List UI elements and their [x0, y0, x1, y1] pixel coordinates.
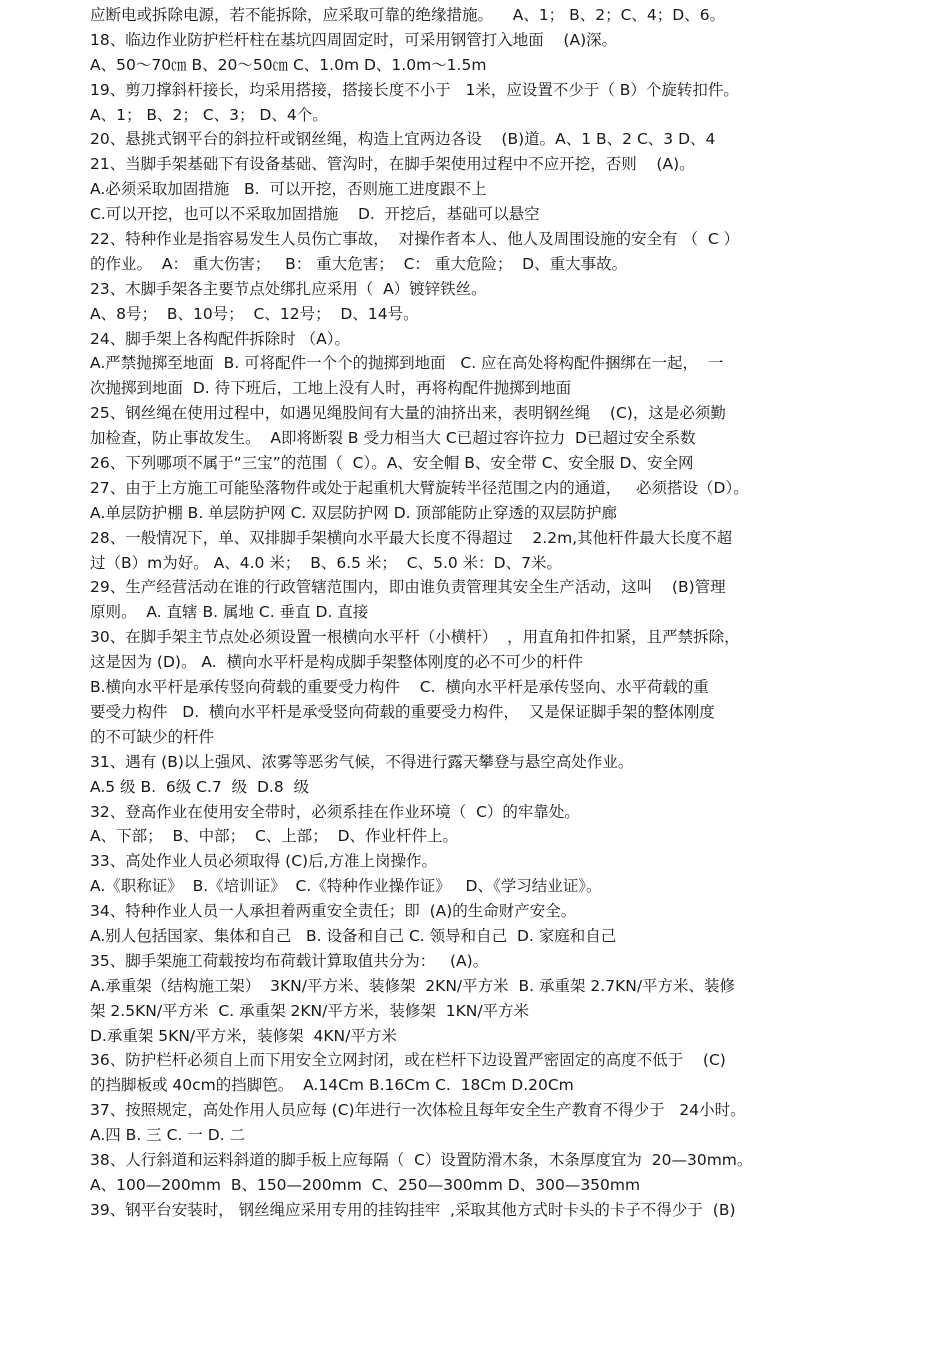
- text-line: 25、钢丝绳在使用过程中，如遇见绳股间有大量的油挤出来，表明钢丝绳 (C)，这是必须勤: [90, 404, 726, 423]
- text-line: 36、防护栏杆必须自上而下用安全立网封闭，或在栏杆下边设置严密固定的高度不低于 (C): [90, 1051, 726, 1070]
- text-line: A.《职称证》 B.《培训证》 C.《特种作业操作证》 D、《学习结业证》。: [90, 877, 602, 896]
- text-line: 要受力构件 D. 横向水平杆是承受竖向荷载的重要受力构件， 又是保证脚手架的整体刚度: [90, 702, 715, 721]
- text-line: 的不可缺少的杆件: [90, 727, 215, 746]
- text-line: A.承重架（结构施工架） 3KN/平方米、装修架 2KN/平方米 B. 承重架 2.7KN/平方米、装修: [90, 976, 736, 995]
- text-line: D.承重架 5KN/平方米，装修架 4KN/平方米: [90, 1026, 397, 1045]
- text-line: A.四 B. 三 C. 一 D. 二: [90, 1126, 245, 1145]
- text-line: 26、下列哪项不属于“三宝”的范围（ C）。A、安全帽 B、安全带 C、安全服 D、安全网: [90, 454, 694, 473]
- text-line: 31、遇有 (B)以上强风、浓雾等恶劣气候，不得进行露天攀登与悬空高处作业。: [90, 752, 634, 771]
- text-line: 38、人行斜道和运料斜道的脚手板上应每隔（ C）设置防滑木条，木条厚度宜为 20—30mm。: [90, 1150, 753, 1169]
- text-line: A、下部； B、中部； C、上部； D、作业杆件上。: [90, 827, 459, 846]
- text-line: 19、剪刀撑斜杆接长，均采用搭接，搭接长度不小于 1米，应设置不少于（ B）个旋转扣件。: [90, 80, 739, 99]
- text-line: 的作业。 A： 重大伤害； B： 重大危害； C： 重大危险； D、重大事故。: [90, 254, 628, 273]
- text-line: 这是因为 (D)。 A. 横向水平杆是构成脚手架整体刚度的必不可少的杆件: [90, 653, 583, 672]
- text-line: 24、脚手架上各构配件拆除时 （A）。: [90, 329, 351, 348]
- text-line: A.别人包括国家、集体和自己 B. 设备和自己 C. 领导和自己 D. 家庭和自己: [90, 926, 617, 945]
- text-line: 37、按照规定，高处作用人员应每 (C)年进行一次体检且每年安全生产教育不得少于 24小时。: [90, 1101, 746, 1120]
- text-line: 22、特种作业是指容易发生人员伤亡事故， 对操作者本人、他人及周围设施的安全有 （ C ）: [90, 230, 740, 249]
- text-line: A.必须采取加固措施 B. 可以开挖，否则施工进度跟不上: [90, 180, 487, 199]
- text-line: 34、特种作业人员一人承担着两重安全责任；即 (A)的生命财产安全。: [90, 902, 577, 921]
- text-line: 33、高处作业人员必须取得 (C)后,方准上岗操作。: [90, 852, 437, 871]
- text-line: 32、登高作业在使用安全带时，必须系挂在作业环境（ C）的牢靠处。: [90, 802, 580, 821]
- text-line: 27、由于上方施工可能坠落物件或处于起重机大臂旋转半径范围之内的通道， 必须搭设（D）。: [90, 478, 749, 497]
- text-line: A、50～70㎝ B、20～50㎝ C、1.0m D、1.0m～1.5m: [90, 55, 487, 74]
- text-line: 过（B）m为好。 A、4.0 米； B、6.5 米； C、5.0 米：D、7米。: [90, 553, 562, 572]
- text-line: 35、脚手架施工荷载按均布荷载计算取值共分为： (A)。: [90, 951, 489, 970]
- text-line: B.横向水平杆是承传竖向荷载的重要受力构件 C. 横向水平杆是承传竖向、水平荷载的重: [90, 678, 709, 697]
- text-line: 23、木脚手架各主要节点处绑扎应采用（ A）镀锌铁丝。: [90, 279, 487, 298]
- text-line: 39、钢平台安装时， 钢丝绳应采用专用的挂钩挂牢 ,采取其他方式时卡头的卡子不得少于 (B): [90, 1200, 736, 1219]
- text-line: A.严禁抛掷至地面 B. 可将配件一个个的抛掷到地面 C. 应在高处将构配件捆绑在一起， 一: [90, 354, 724, 373]
- text-line: 架 2.5KN/平方米 C. 承重架 2KN/平方米，装修架 1KN/平方米: [90, 1001, 530, 1020]
- text-line: A、100—200mm B、150—200mm C、250—300mm D、300—350mm: [90, 1175, 641, 1194]
- text-line: C.可以开挖，也可以不采取加固措施 D. 开挖后，基础可以悬空: [90, 205, 540, 224]
- text-line: A、1； B、2； C、3； D、4个。: [90, 105, 328, 124]
- text-line: A.单层防护棚 B. 单层防护网 C. 双层防护网 D. 顶部能防止穿透的双层防护廊: [90, 503, 617, 522]
- text-line: 20、悬挑式钢平台的斜拉杆或钢丝绳，构造上宜两边各设 (B)道。A、1 B、2 C、3 D、4: [90, 130, 716, 149]
- document-text: [90, 3, 860, 1223]
- text-line: 原则。 A. 直辖 B. 属地 C. 垂直 D. 直接: [90, 603, 369, 622]
- text-line: 28、一般情况下，单、双排脚手架横向水平最大长度不得超过 2.2m,其他杆件最大长度不超: [90, 528, 733, 547]
- text-line: 的挡脚板或 40cm的挡脚笆。 A.14Cm B.16Cm C. 18Cm D.20Cm: [90, 1076, 574, 1095]
- text-line: A.5 级 B. 6级 C.7 级 D.8 级: [90, 777, 310, 796]
- text-line: 21、当脚手架基础下有设备基础、管沟时，在脚手架使用过程中不应开挖，否则 (A)。: [90, 155, 695, 174]
- text-line: 加检查，防止事故发生。 A即将断裂 B 受力相当大 C已超过容许拉力 D已超过安全系数: [90, 429, 696, 448]
- text-line: 次抛掷到地面 D. 待下班后，工地上没有人时，再将构配件抛掷到地面: [90, 379, 572, 398]
- text-line: A、8号； B、10号； C、12号； D、14号。: [90, 304, 419, 323]
- text-line: 应断电或拆除电源，若不能拆除，应采取可靠的绝缘措施。 A、1； B、2；C、4；D、6。: [90, 6, 726, 24]
- text-line: 18、临边作业防护栏杆柱在基坑四周固定时，可采用钢管打入地面 (A)深。: [90, 30, 618, 49]
- text-line: 29、生产经营活动在谁的行政管辖范围内，即由谁负责管理其安全生产活动，这叫 (B)管理: [90, 578, 726, 597]
- text-line: 30、在脚手架主节点处必须设置一根横向水平杆（小横杆） ，用直角扣件扣紧，且严禁拆除，: [90, 628, 740, 647]
